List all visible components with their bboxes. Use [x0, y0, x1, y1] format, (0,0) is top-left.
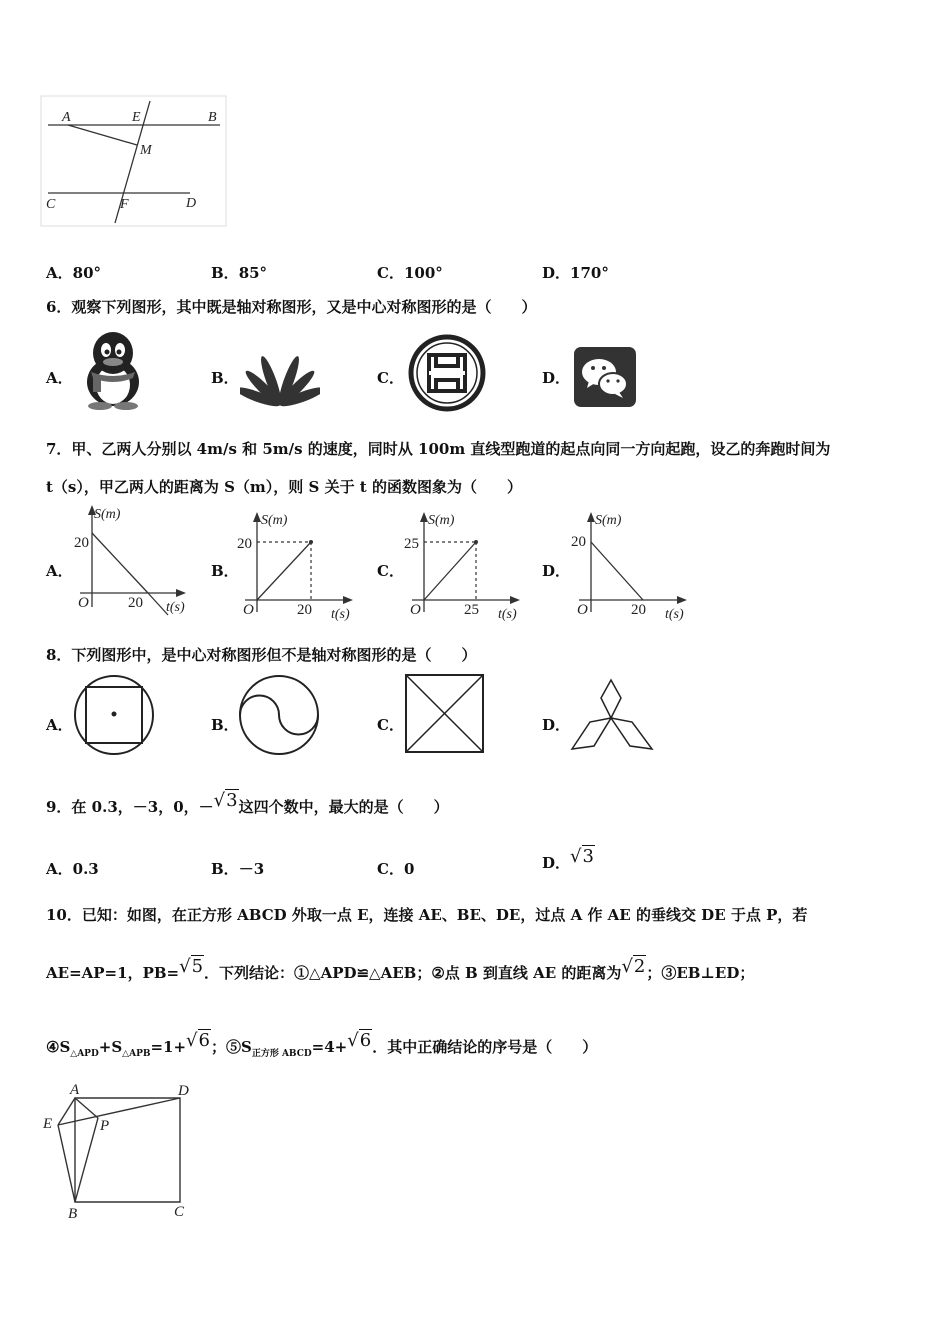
q10-stem-line1: 10．已知：如图，在正方形 ABCD 外取一点 E，连接 AE、BE、DE，过点 A 作 AE 的垂线交 DE 于点 P，若 [46, 906, 808, 924]
q6-option-c-label[interactable]: C． [377, 369, 404, 387]
y-tick: 25 [404, 536, 419, 552]
x-axis-label: t(s) [665, 607, 684, 622]
y-tick: 20 [74, 535, 89, 551]
x-axis-label: t(s) [331, 607, 350, 622]
label-D: D [186, 196, 197, 211]
q9-option-c[interactable]: C．0 [377, 860, 415, 878]
label-A: A [70, 1082, 80, 1098]
sqrt-symbol: √6 [186, 1030, 210, 1051]
label-B: B [208, 110, 217, 125]
q7-option-b-label[interactable]: B． [211, 562, 239, 580]
q8-figure-circle-square[interactable] [72, 673, 158, 759]
y-axis-label: S(m) [261, 513, 288, 528]
label-E: E [132, 110, 141, 125]
q7-graph-d[interactable] [567, 508, 692, 623]
q10-stem-line3: $④S_{\triangle APD}+S_{\triangle APB}=1+√6$；$⑤S_{正方形 ABCD}=4+√6$．其中正确结论的序号是（ ） [46, 1030, 598, 1059]
x-tick: 20 [631, 602, 646, 618]
q9-stem: 9．在 0.3，－3，0，－√3这四个数中，最大的是（ ） [46, 790, 449, 816]
q5-option-a[interactable]: A．80° [46, 264, 102, 282]
origin-label: O [577, 602, 588, 618]
label-M: M [140, 143, 152, 158]
q8-option-b-label[interactable]: B． [211, 716, 239, 734]
label-E: E [43, 1116, 53, 1132]
q7-option-c-label[interactable]: C． [377, 562, 404, 580]
label-F: F [120, 197, 129, 212]
q9-option-d[interactable]: D．√3 [542, 846, 594, 872]
q8-figure-square-diagonals[interactable] [403, 672, 487, 756]
q5-option-c[interactable]: C．100° [377, 264, 443, 282]
x-axis-label: t(s) [498, 607, 517, 622]
q6-option-b-label[interactable]: B． [211, 369, 239, 387]
q7-graph-a[interactable] [72, 503, 194, 623]
q5-option-d[interactable]: D．170° [542, 264, 609, 282]
q8-option-a-label[interactable]: A． [46, 716, 73, 734]
sqrt-symbol: √3 [570, 846, 594, 867]
sqrt-symbol: √2 [621, 956, 646, 977]
q7-stem-line2: t（s），甲乙两人的距离为 S（m），则 S 关于 t 的函数图象为（ ） [46, 478, 522, 496]
x-tick: 20 [297, 602, 312, 618]
q6-option-d-label[interactable]: D． [542, 369, 571, 387]
origin-label: O [78, 595, 89, 611]
label-D: D [178, 1083, 189, 1099]
q7-option-d-label[interactable]: D． [542, 562, 571, 580]
label-C: C [46, 197, 56, 212]
sqrt-symbol: √6 [347, 1030, 372, 1051]
q8-figure-yin-yang-curve[interactable] [237, 673, 323, 759]
y-tick: 20 [571, 534, 586, 550]
wechat-logo-icon[interactable] [573, 346, 638, 408]
q9-option-b[interactable]: B．－3 [211, 860, 265, 878]
q8-figure-three-diamonds[interactable] [568, 676, 658, 754]
x-tick: 25 [464, 602, 479, 618]
q10-stem-line2: AE=AP=1，PB=√5．下列结论：①△APD≌△AEB；②点 B 到直线 AE 的距离为√2；③EB⊥ED； [46, 956, 755, 982]
q7-option-a-label[interactable]: A． [46, 562, 73, 580]
q9-option-a[interactable]: A．0.3 [46, 860, 99, 878]
origin-label: O [410, 602, 421, 618]
y-axis-label: S(m) [428, 513, 455, 528]
q10-square-figure [40, 1080, 200, 1222]
q8-option-c-label[interactable]: C． [377, 716, 404, 734]
label-B: B [68, 1206, 78, 1222]
huawei-petal-logo-icon[interactable] [240, 345, 320, 410]
q5-parallel-lines-figure [40, 95, 230, 230]
sqrt-symbol: √5 [179, 956, 204, 977]
x-tick: 20 [128, 595, 143, 611]
q6-option-a-label[interactable]: A． [46, 369, 73, 387]
origin-label: O [243, 602, 254, 618]
q7-stem-line1: 7．甲、乙两人分别以 4m/s 和 5m/s 的速度，同时从 100m 直线型跑道的起点向同一方向起跑，设乙的奔跑时间为 [46, 440, 831, 458]
label-C: C [174, 1204, 185, 1220]
y-axis-label: S(m) [595, 513, 622, 528]
q5-option-b[interactable]: B．85° [211, 264, 268, 282]
q7-graph-b[interactable] [235, 508, 360, 623]
qq-penguin-logo-icon[interactable] [75, 328, 153, 410]
x-axis-label: t(s) [166, 600, 185, 615]
label-P: P [100, 1118, 110, 1134]
q8-stem: 8．下列图形中，是中心对称图形但不是轴对称图形的是（ ） [46, 646, 477, 664]
label-A: A [62, 110, 71, 125]
q7-graph-c[interactable] [400, 508, 525, 623]
q6-stem: 6．观察下列图形，其中既是轴对称图形，又是中心对称图形的是（ ） [46, 298, 537, 316]
q8-option-d-label[interactable]: D． [542, 716, 571, 734]
y-tick: 20 [237, 536, 252, 552]
icbc-bank-logo-icon[interactable] [406, 333, 488, 413]
y-axis-label: S(m) [94, 507, 121, 522]
sqrt-symbol: √3 [213, 790, 238, 811]
